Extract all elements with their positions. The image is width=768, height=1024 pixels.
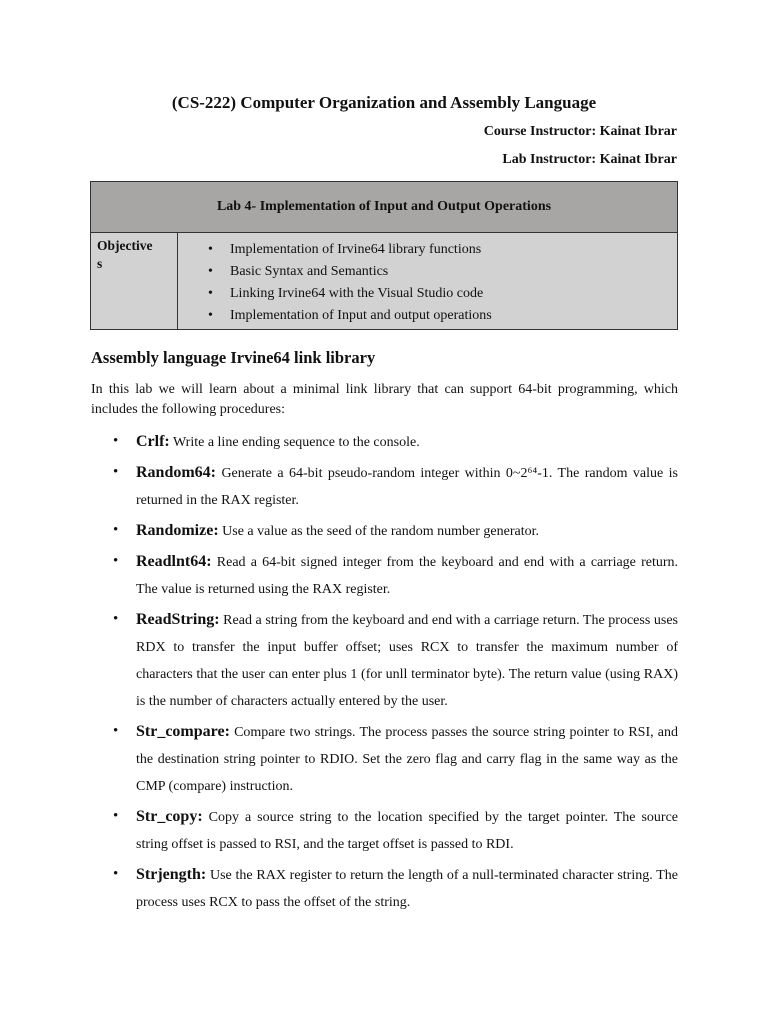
section-heading: Assembly language Irvine64 link library <box>91 348 376 367</box>
procedure-description: Use the RAX register to return the length of a null-terminated character string. The process uses RCX to pass the offset of the string. <box>136 868 679 910</box>
objective-item: • Implementation of Input and output operations <box>230 305 677 327</box>
procedure-description: Read a string from the keyboard and end with a carriage return. The process uses RDX to transfer the input buffer offset; uses RCX to transfer the maximum number of characters that the user can enter plus 1 (for unll terminator byte). The return value (using RAX) is the number of characters actually entered by the user. <box>136 613 679 709</box>
objectives-label-text: Objective s <box>97 238 153 271</box>
procedure-item <box>113 718 678 800</box>
procedure-description: Use a value as the seed of the random number generator. <box>222 524 539 539</box>
procedure-name: Randomize: <box>136 522 219 539</box>
procedure-item <box>113 517 678 545</box>
bullet-marker: • <box>113 611 119 627</box>
objectives-label <box>91 233 178 330</box>
procedure-description: Generate a 64-bit pseudo-random integer within 0~2⁶⁴-1. The random value is returned in the RAX register. <box>136 466 678 508</box>
bullet-marker: • <box>113 723 119 739</box>
bullet-marker: • <box>113 464 119 480</box>
section-intro: In this lab we will learn about a minimal link library that can support 64-bit programming, which includes the following procedures: <box>91 382 678 417</box>
bullet-marker: • <box>113 866 119 882</box>
procedure-name: ReadString: <box>136 611 220 628</box>
course-instructor: Course Instructor: Kainat Ibrar <box>483 124 677 139</box>
bullet-marker: • <box>113 808 119 824</box>
procedure-description: Read a 64-bit signed integer from the keyboard and end with a carriage return. The value is returned using the RAX register. <box>136 555 679 597</box>
bullet-marker: • <box>113 553 119 569</box>
procedure-list <box>113 428 678 919</box>
objective-item: • Linking Irvine64 with the Visual Studio code <box>230 283 677 305</box>
procedure-name: Random64: <box>136 464 217 481</box>
objectives-list <box>178 239 677 327</box>
lab-info-table <box>90 181 678 330</box>
objective-item: • Implementation of Irvine64 library functions <box>230 239 677 261</box>
procedure-name: Readlnt64: <box>136 553 212 570</box>
bullet-marker: • <box>113 522 119 538</box>
procedure-name: Str_copy: <box>136 808 203 825</box>
objective-item: • Basic Syntax and Semantics <box>230 261 677 283</box>
lab-heading: Lab 4- Implementation of Input and Output Operations <box>91 182 678 233</box>
procedure-item <box>113 548 678 603</box>
procedure-name: Crlf: <box>136 433 170 450</box>
procedure-description: Copy a source string to the location specified by the target pointer. The source string offset is passed to RSI, and the target offset is passed to RDI. <box>136 810 679 852</box>
procedure-description: Write a line ending sequence to the console. <box>173 435 420 450</box>
procedure-item <box>113 606 678 715</box>
procedure-description: Compare two strings. The process passes the source string pointer to RSI, and the destination string pointer to RDIO. Set the zero flag and carry flag in the same way as the CMP (compare) instruction. <box>136 725 678 794</box>
procedure-item <box>113 861 678 916</box>
procedure-name: Strjength: <box>136 866 207 883</box>
document-title: (CS-222) Computer Organization and Assembly Language <box>171 93 597 112</box>
objectives-cell <box>178 233 678 330</box>
bullet-marker: • <box>113 433 119 449</box>
procedure-item <box>113 459 678 514</box>
procedure-item <box>113 803 678 858</box>
procedure-item <box>113 428 678 456</box>
procedure-name: Str_compare: <box>136 723 230 740</box>
lab-instructor: Lab Instructor: Kainat Ibrar <box>502 152 677 167</box>
